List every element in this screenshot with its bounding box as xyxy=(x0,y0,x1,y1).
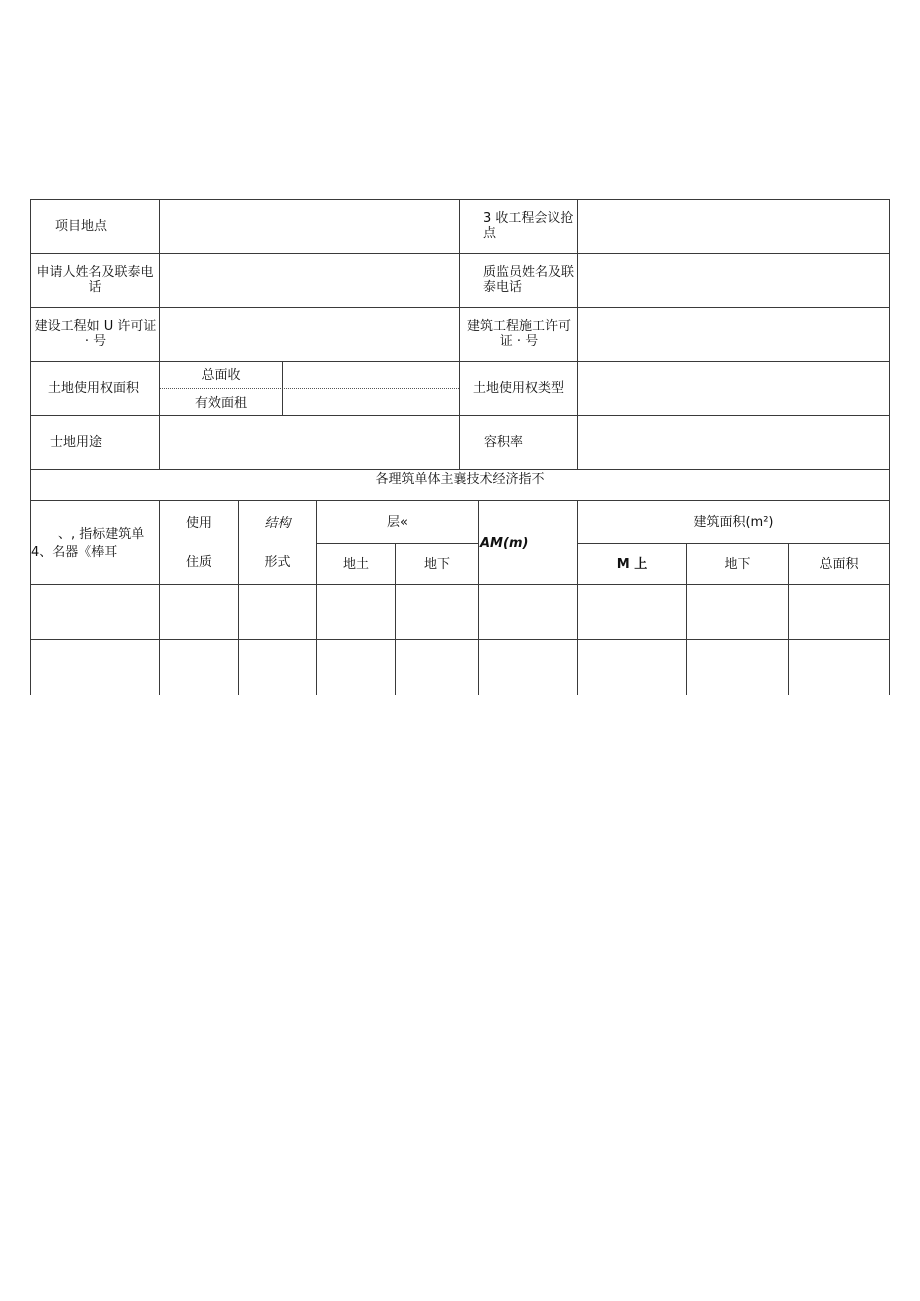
area-total-header: 总面积 xyxy=(819,557,859,572)
floors-above-header: 地土 xyxy=(342,557,369,572)
area-below-header: 地下 xyxy=(724,557,751,572)
planning-permit-label: 建设工程如 U 许可证 · 号 xyxy=(34,319,157,349)
row-divider-5 xyxy=(30,469,890,470)
land-use-type-label: 土地使用权类型 xyxy=(473,381,565,396)
inspector-name-phone-label: 质监员姓名及联泰电话 xyxy=(483,265,575,295)
land-purpose-label: 士地用途 xyxy=(50,435,103,450)
row4-sub-divider xyxy=(160,388,459,389)
structure-form-header-line2: 形式 xyxy=(264,555,291,570)
use-nature-header-line2: 住质 xyxy=(185,555,212,570)
effective-area-sublabel: 有效面租 xyxy=(194,396,247,411)
floors-below-header: 地下 xyxy=(423,557,450,572)
section-title: 各理筑单体主襄技术经济指不 xyxy=(375,472,545,487)
construction-permit-label: 建筑工程施工许可证 · 号 xyxy=(466,319,571,349)
col-line-label xyxy=(159,199,160,469)
building-name-header-line2: 4、名器《棒耳 xyxy=(31,545,118,560)
total-area-sublabel: 总面收 xyxy=(201,368,241,383)
building-name-header-line1: 、, 指标建筑单 xyxy=(58,527,145,542)
col-line-floors-end xyxy=(478,500,479,695)
area-above-header: M 上 xyxy=(616,557,648,572)
col-line-row4-sub xyxy=(282,361,283,415)
plot-ratio-label: 容积率 xyxy=(484,435,524,450)
col-line-middle xyxy=(459,199,460,469)
height-header: AM(m) xyxy=(480,536,529,551)
structure-form-header-line1: 结构 xyxy=(264,516,291,531)
building-area-header: 建筑面积(m²) xyxy=(693,515,774,530)
border-left xyxy=(30,199,31,695)
area-sub-divider xyxy=(578,543,890,544)
project-location-label: 项目地点 xyxy=(55,219,108,234)
applicant-name-phone-label: 申请人姓名及联泰电话 xyxy=(36,265,154,295)
col-line-right-label xyxy=(577,199,578,469)
floors-sub-divider xyxy=(317,543,478,544)
acceptance-meeting-location-label: 3 收工程会议抢点 xyxy=(483,211,574,241)
floors-header: 层« xyxy=(387,515,408,530)
use-nature-header-line1: 使用 xyxy=(185,516,212,531)
land-use-area-label: 土地使用权面积 xyxy=(48,381,140,396)
border-right xyxy=(889,199,890,695)
